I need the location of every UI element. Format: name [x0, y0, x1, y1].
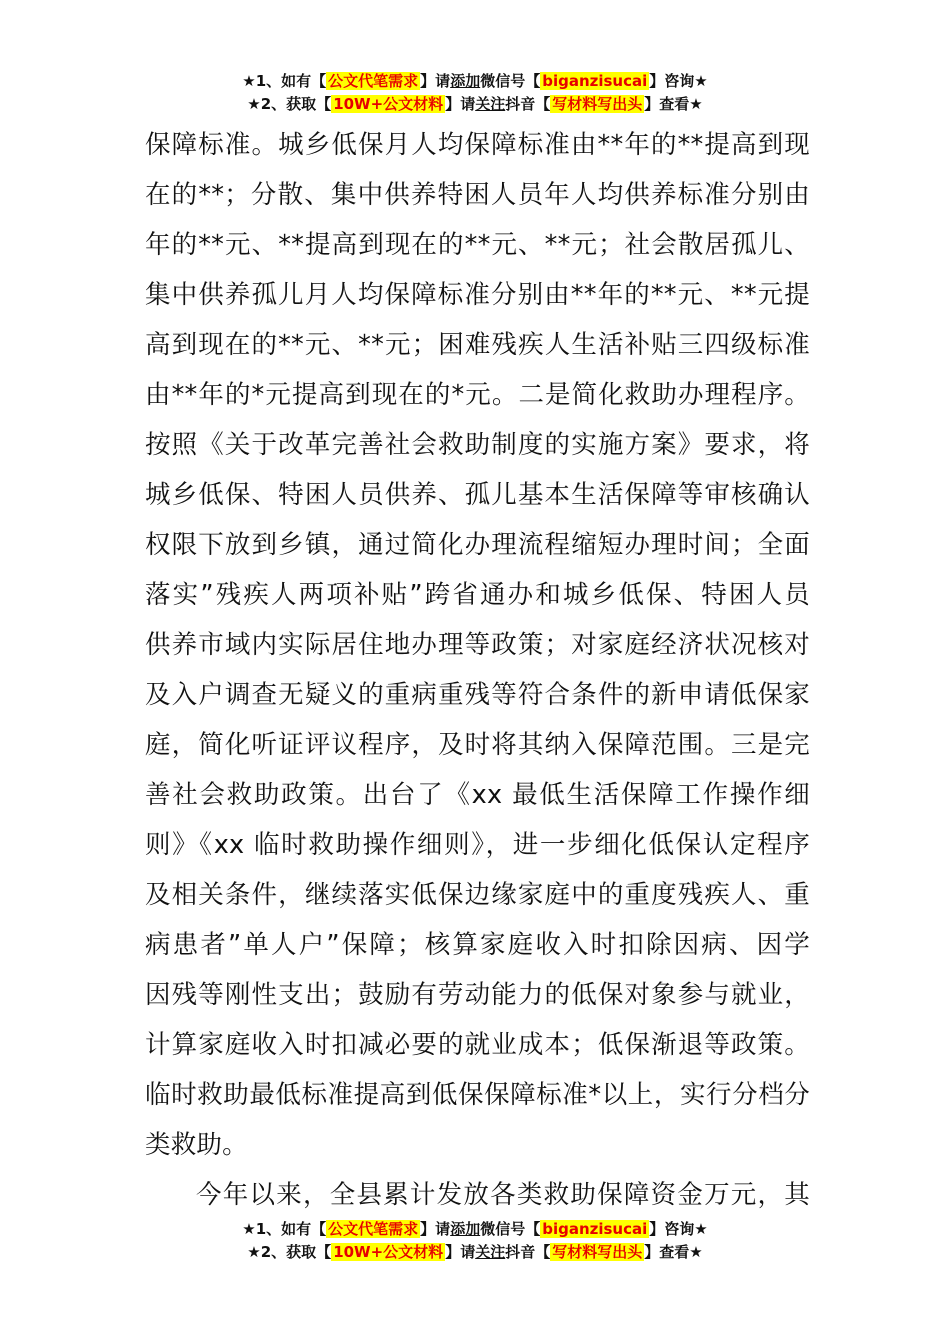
promo-text: 】请	[445, 1243, 476, 1261]
promo-text: 】咨询★	[649, 1220, 708, 1238]
document-body	[145, 120, 810, 1220]
promo-text: 抖音【	[505, 1243, 551, 1261]
body-line: 高到现在的**元、**元；困难残疾人生活补贴三四级标准	[145, 330, 810, 360]
body-line: 供养市域内实际居住地办理等政策；对家庭经济状况核对	[145, 630, 810, 660]
body-line: 权限下放到乡镇，通过简化办理流程缩短办理时间；全面	[145, 530, 810, 560]
promo-banner-bottom	[0, 1218, 950, 1264]
body-line: 及相关条件，继续落实低保边缘家庭中的重度残疾人、重	[145, 880, 810, 910]
body-line-paragraph-start: 今年以来，全县累计发放各类救助保障资金万元，其	[196, 1180, 810, 1210]
body-line: 计算家庭收入时扣减必要的就业成本；低保渐退等政策。	[145, 1030, 810, 1060]
promo-text: 】请	[420, 1220, 451, 1238]
promo-line-1	[0, 1218, 950, 1241]
promo-banner-top	[0, 70, 950, 116]
body-line: 按照《关于改革完善社会救助制度的实施方案》要求，将	[145, 430, 810, 460]
promo-highlight: 公文代笔需求	[328, 72, 419, 90]
promo-text: 】请	[420, 72, 451, 90]
promo-highlight: 10W+公文材料	[333, 1243, 444, 1261]
promo-douyin-account: 写材料写出头	[552, 1243, 643, 1261]
body-line: 善社会救助政策。出台了《xx 最低生活保障工作操作细	[145, 780, 810, 810]
promo-wechat-id: biganzisucai	[542, 1220, 648, 1238]
promo-underline-text: 添加	[450, 1220, 481, 1238]
promo-text: 微信号【	[480, 1220, 541, 1238]
body-line: 及入户调查无疑义的重病重残等符合条件的新申请低保家	[145, 680, 810, 710]
promo-text: 微信号【	[480, 72, 541, 90]
body-line: 则》《xx 临时救助操作细则》，进一步细化低保认定程序	[145, 830, 810, 860]
body-line: 因残等刚性支出；鼓励有劳动能力的低保对象参与就业，	[145, 980, 810, 1010]
body-line: 庭，简化听证评议程序，及时将其纳入保障范围。三是完	[145, 730, 810, 760]
promo-text: ★2、获取【	[247, 1243, 332, 1261]
promo-highlight: 10W+公文材料	[333, 95, 444, 113]
promo-underline-text: 关注	[475, 1243, 506, 1261]
body-line: 在的**；分散、集中供养特困人员年人均供养标准分别由	[145, 180, 810, 210]
promo-text: ★1、如有【	[242, 1220, 327, 1238]
promo-text: ★1、如有【	[242, 72, 327, 90]
body-line: 集中供养孤儿月人均保障标准分别由**年的**元、**元提	[145, 280, 810, 310]
promo-line-1	[0, 70, 950, 93]
body-line: 由**年的*元提高到现在的*元。二是简化救助办理程序。	[145, 380, 810, 410]
promo-douyin-account: 写材料写出头	[552, 95, 643, 113]
body-line: 落实”残疾人两项补贴”跨省通办和城乡低保、特困人员	[145, 580, 810, 610]
promo-text: 】查看★	[644, 1243, 703, 1261]
promo-wechat-id: biganzisucai	[542, 72, 648, 90]
promo-text: 抖音【	[505, 95, 551, 113]
promo-highlight: 公文代笔需求	[328, 1220, 419, 1238]
promo-text: 】请	[445, 95, 476, 113]
body-line-paragraph-end: 类救助。	[145, 1130, 248, 1160]
promo-underline-text: 关注	[475, 95, 506, 113]
body-line: 城乡低保、特困人员供养、孤儿基本生活保障等审核确认	[145, 480, 810, 510]
promo-line-2	[0, 93, 950, 116]
promo-text: ★2、获取【	[247, 95, 332, 113]
body-line: 临时救助最低标准提高到低保保障标准*以上，实行分档分	[145, 1080, 810, 1110]
promo-text: 】查看★	[644, 95, 703, 113]
promo-line-2	[0, 1241, 950, 1264]
body-line: 保障标准。城乡低保月人均保障标准由**年的**提高到现	[145, 130, 810, 160]
body-line: 病患者”单人户”保障；核算家庭收入时扣除因病、因学	[145, 930, 810, 960]
promo-underline-text: 添加	[450, 72, 481, 90]
body-line: 年的**元、**提高到现在的**元、**元；社会散居孤儿、	[145, 230, 810, 260]
promo-text: 】咨询★	[649, 72, 708, 90]
